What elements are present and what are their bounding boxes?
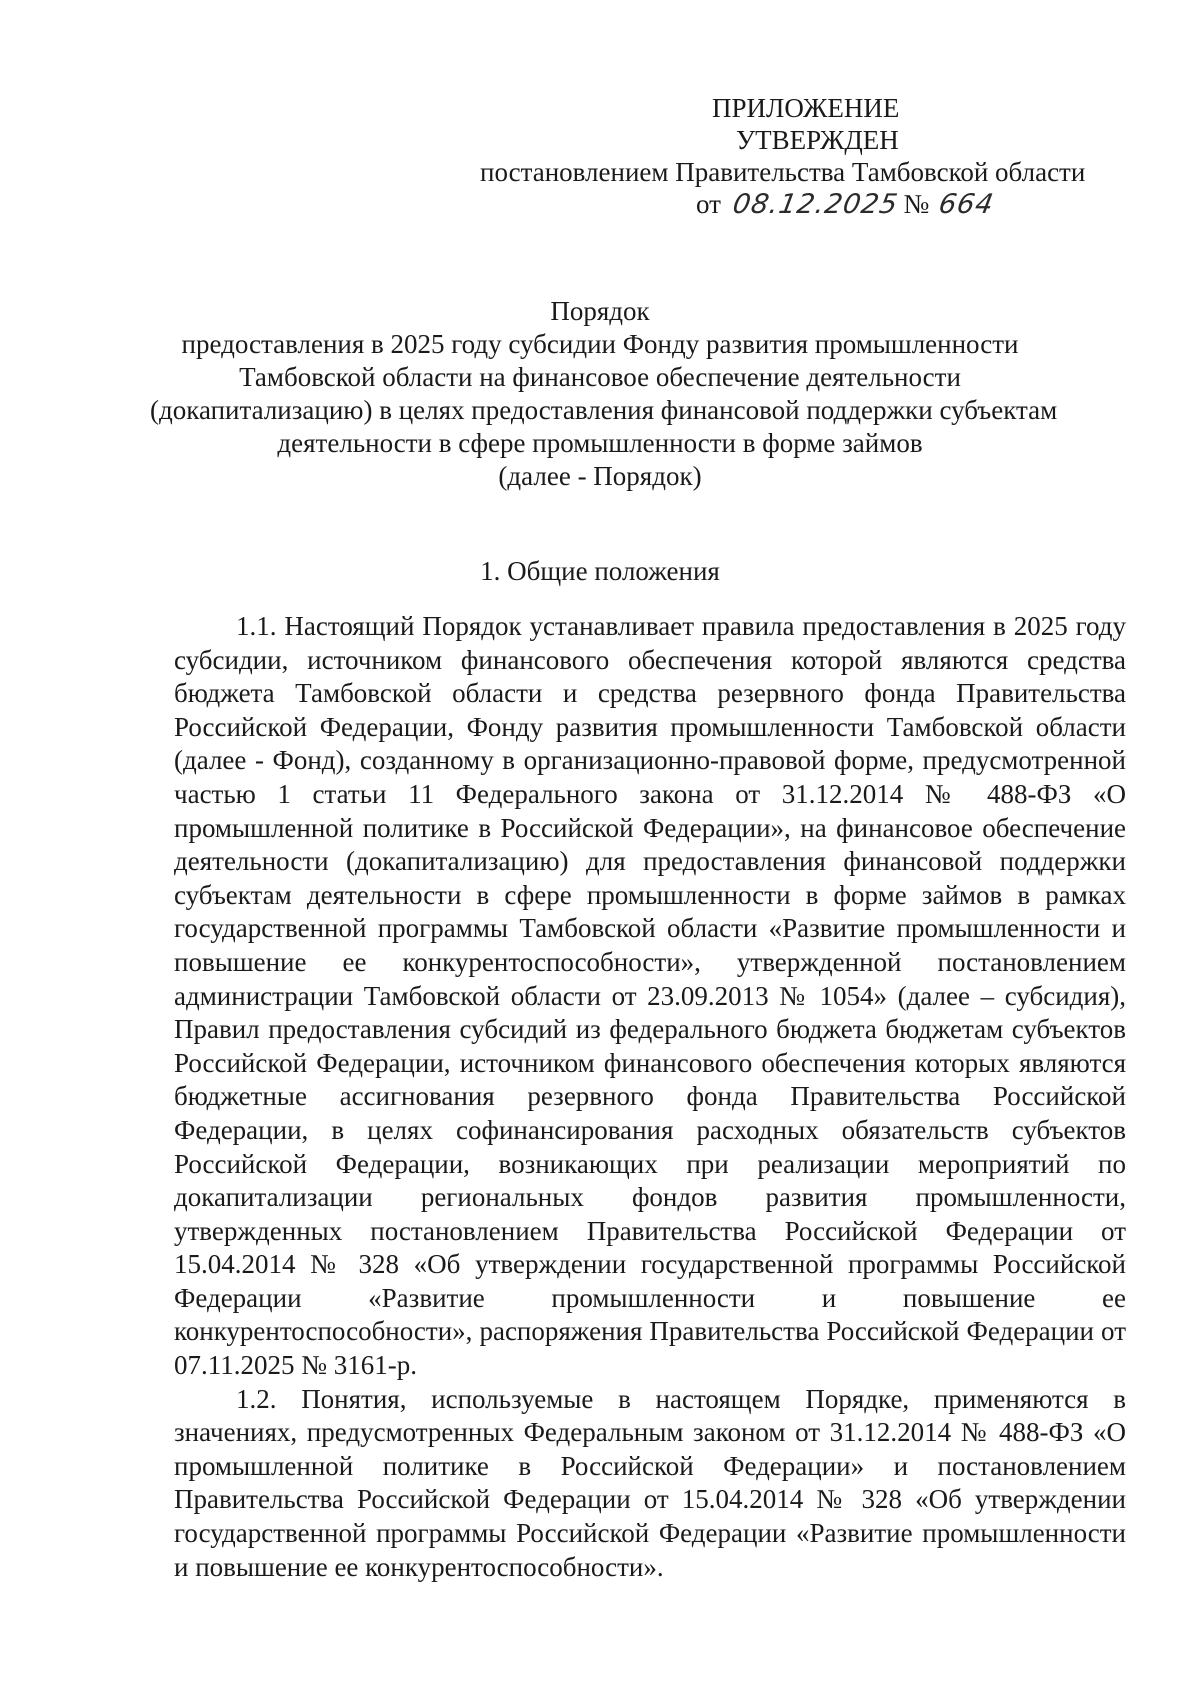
from-prefix: от xyxy=(696,189,721,219)
title-line-3: Тамбовской области на финансовое обеспечение деятельности xyxy=(239,362,961,392)
approval-block xyxy=(480,92,1120,222)
title-line-4: (докапитализацию) в целях предоставления финансовой поддержки субъектам xyxy=(150,395,1058,425)
title-line-1: Порядок xyxy=(550,296,650,326)
approval-date-line xyxy=(696,188,1120,222)
title-line-5: деятельности в сфере промышленности в форме займов xyxy=(277,428,923,458)
paragraph-1-1: 1.1. Настоящий Порядок устанавливает правила предоставления в 2025 году субсидии, источником финансового обеспечения которой являются средства бюджета Тамбовской области и средства резервного фонда Правительства Российской Федерации, Фонду развития промышленности Тамбовской области (далее - Фонд), созданному в организационно-правовой форме, предусмотренной частью 1 статьи 11 Федерального закона от 31.12.2014 № 488-ФЗ «О промышленной политике в Российской Федерации», на финансовое обеспечение деятельности (докапитализацию) для предоставления финансовой поддержки субъектам деятельности в сфере промышленности в форме займов в рамках государственной программы Тамбовской области «Развитие промышленности и повышение ее конкурентоспособности», утвержденной постановлением администрации Тамбовской области от 23.09.2013 № 1054» (далее – субсидия), Правил предоставления субсидий из федерального бюджета бюджетам субъектов Российской Федерации, источником финансового обеспечения которых являются бюджетные ассигнования резервного фонда Правительства Российской Федерации, в целях софинансирования расходных обязательств субъектов Российской Федерации, возникающих при реализации мероприятий по докапитализации региональных фондов развития промышленности, утвержденных постановлением Правительства Российской Федерации от 15.04.2014 № 328 «Об утверждении государственной программы Российской Федерации «Развитие промышленности и повышение ее конкурентоспособности», распоряжения Правительства Российской Федерации от 07.11.2025 № 3161-р. xyxy=(174,611,1126,1381)
approved-label: УТВЕРЖДЕН xyxy=(736,125,899,155)
number-sign: № xyxy=(903,189,930,219)
appendix-label: ПРИЛОЖЕНИЕ xyxy=(712,93,900,123)
document-title xyxy=(150,295,1058,493)
document-body xyxy=(174,610,1126,1584)
handwritten-number: 664 xyxy=(936,189,997,220)
section-heading: 1. Общие положения xyxy=(480,556,720,586)
title-line-2: предоставления в 2025 году субсидии Фонду развития промышленности xyxy=(181,329,1019,359)
paragraph-1-2: 1.2. Понятия, используемые в настоящем Порядке, применяются в значениях, предусмотренных Федеральным законом от 31.12.2014 № 488-ФЗ «О промышленной политике в Российской Федерации» и постановлением Правительства Российской Федерации от 15.04.2014 № 328 «Об утверждении государственной программы Российской Федерации «Развитие промышленности и повышение ее конкурентоспособности». xyxy=(174,1383,1126,1582)
approved-by-line: постановлением Правительства Тамбовской области xyxy=(480,157,1086,187)
handwritten-date: 08.12.2025 xyxy=(730,189,901,220)
title-line-6: (далее - Порядок) xyxy=(498,461,702,491)
